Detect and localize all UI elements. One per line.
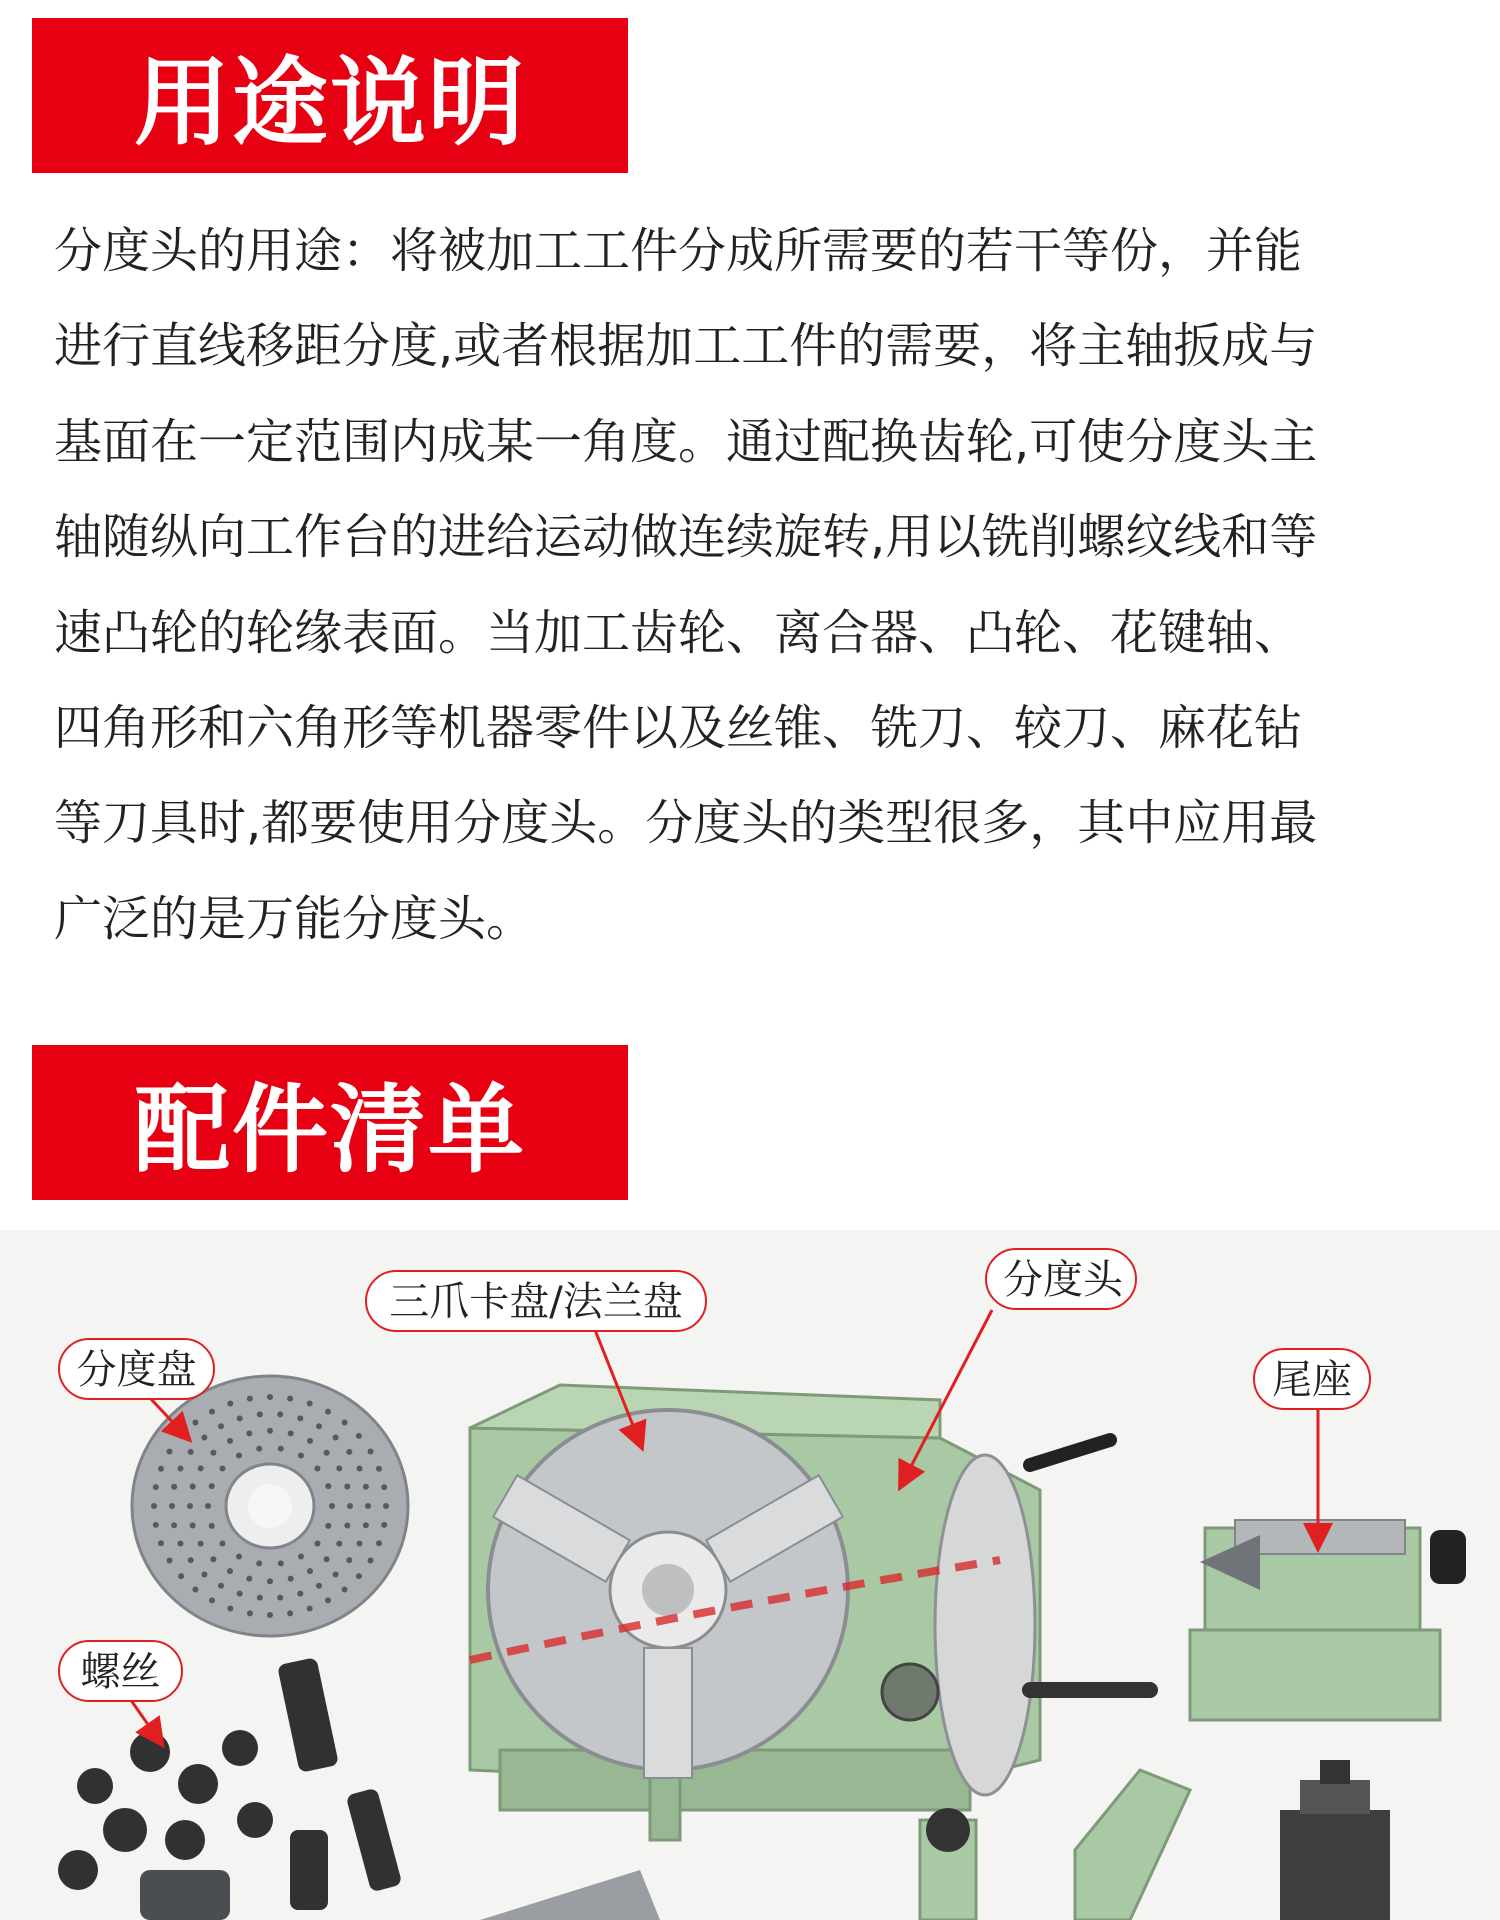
index-plate-hole xyxy=(256,1560,262,1566)
parts-section-title: 配件清单 xyxy=(134,1074,526,1186)
index-plate-hole xyxy=(209,1523,215,1529)
index-plate-hole xyxy=(381,1484,387,1490)
index-plate-hole xyxy=(307,1401,313,1407)
index-plate-hole xyxy=(153,1484,159,1490)
index-plate-hole xyxy=(324,1556,330,1562)
index-plate-hole xyxy=(325,1409,331,1415)
index-plate-label: 分度盘 xyxy=(58,1338,215,1400)
index-plate-hole xyxy=(315,1466,321,1472)
index-plate-hole xyxy=(236,1554,242,1560)
index-plate-hole xyxy=(169,1503,175,1509)
index-plate-hole xyxy=(153,1522,159,1528)
index-plate-hole xyxy=(246,1430,252,1436)
index-plate-hole xyxy=(267,1578,273,1584)
index-plate-hole xyxy=(277,1411,283,1417)
index-plate-hole xyxy=(209,1409,215,1415)
index-plate-hole xyxy=(256,1446,262,1452)
index-plate-hole xyxy=(297,1415,303,1421)
tailstock-label: 尾座 xyxy=(1253,1348,1371,1410)
index-plate-hole xyxy=(190,1484,196,1490)
index-plate-hole xyxy=(356,1433,362,1439)
accessories-photo xyxy=(0,1230,1500,1920)
index-plate-hole xyxy=(171,1484,177,1490)
index-plate-hole xyxy=(190,1523,196,1529)
usage-section-title: 用途说明 xyxy=(134,47,526,159)
index-plate-hole xyxy=(357,1466,363,1472)
usage-line: 进行直线移距分度,或者根据加工工件的需要，将主轴扳成与 xyxy=(54,318,1318,375)
index-plate-hole xyxy=(188,1557,194,1563)
index-plate-hole xyxy=(325,1483,331,1489)
index-plate-hole xyxy=(347,1503,353,1509)
index-plate-hole xyxy=(201,1572,207,1578)
index-plate-icon xyxy=(132,1376,408,1636)
index-plate-hole xyxy=(192,1587,198,1593)
index-plate-hole xyxy=(227,1401,233,1407)
index-plate-hole xyxy=(346,1557,352,1563)
index-plate-hole xyxy=(325,1597,331,1603)
index-plate-hole xyxy=(376,1540,382,1546)
index-plate-hole xyxy=(307,1568,313,1574)
index-plate-hole xyxy=(236,1453,242,1459)
usage-line: 轴随纵向工作台的进给运动做连续旋转,用以铣削螺纹线和等 xyxy=(54,509,1318,566)
index-plate-hole xyxy=(329,1503,335,1509)
index-plate-hole xyxy=(247,1610,253,1616)
index-plate-hole xyxy=(192,1420,198,1426)
index-plate-hole xyxy=(205,1503,211,1509)
index-plate-hole xyxy=(198,1541,204,1547)
index-plate-hole xyxy=(167,1558,173,1564)
index-plate-hole xyxy=(218,1583,224,1589)
index-plate-hole xyxy=(210,1450,216,1456)
usage-line: 广泛的是万能分度头。 xyxy=(54,890,535,947)
index-plate-hole xyxy=(277,1595,283,1601)
index-plate-hole xyxy=(357,1541,363,1547)
index-plate-hole xyxy=(325,1523,331,1529)
index-plate-hole xyxy=(368,1558,374,1564)
index-plate-hole xyxy=(356,1573,362,1579)
index-plate-hole xyxy=(368,1449,374,1455)
index-plate-hole xyxy=(287,1396,293,1402)
index-plate-hole xyxy=(316,1583,322,1589)
index-plate-hole xyxy=(220,1541,226,1547)
index-plate-hole xyxy=(365,1503,371,1509)
index-plate-hole xyxy=(220,1466,226,1472)
index-plate-hole xyxy=(171,1522,177,1528)
index-plate-hole xyxy=(288,1430,294,1436)
index-plate-hole xyxy=(298,1554,304,1560)
index-plate-hole xyxy=(316,1423,322,1429)
index-plate-hole xyxy=(344,1484,350,1490)
index-plate-hole xyxy=(333,1435,339,1441)
index-plate-hole xyxy=(178,1466,184,1472)
index-plate-hole xyxy=(267,1612,273,1618)
usage-line: 分度头的用途：将被加工工件分成所需要的若干等份，并能 xyxy=(54,223,1303,279)
index-plate-hole xyxy=(178,1573,184,1579)
index-plate-hole xyxy=(178,1433,184,1439)
parts-section-banner xyxy=(32,1045,628,1200)
index-plate-hole xyxy=(287,1610,293,1616)
index-plate-hole xyxy=(237,1591,243,1597)
index-plate-hole xyxy=(209,1483,215,1489)
index-plate-hole xyxy=(257,1411,263,1417)
index-plate-hole xyxy=(383,1503,389,1509)
index-plate-hole xyxy=(346,1449,352,1455)
index-plate-hole xyxy=(178,1541,184,1547)
chuck-label: 三爪卡盘/法兰盘 xyxy=(365,1270,707,1332)
index-plate-hole xyxy=(267,1428,273,1434)
index-plate-hole xyxy=(342,1420,348,1426)
index-plate-hole xyxy=(237,1415,243,1421)
index-plate-hole xyxy=(344,1523,350,1529)
index-plate-hole xyxy=(210,1556,216,1562)
usage-description xyxy=(54,204,1464,967)
index-plate-hole xyxy=(167,1449,173,1455)
usage-line: 基面在一定范围内成某一角度。通过配换齿轮,可使分度头主 xyxy=(54,413,1318,470)
screws-label: 螺丝 xyxy=(58,1640,183,1702)
index-plate-hole xyxy=(201,1435,207,1441)
index-plate-hole xyxy=(151,1503,157,1509)
index-plate-hole xyxy=(227,1568,233,1574)
index-plate-hole xyxy=(324,1450,330,1456)
index-plate-hole xyxy=(209,1597,215,1603)
index-plate-hole xyxy=(188,1449,194,1455)
index-plate-hole xyxy=(381,1522,387,1528)
usage-line: 四角形和六角形等机器零件以及丝锥、铣刀、较刀、麻花钻 xyxy=(54,700,1303,757)
index-plate-hole xyxy=(297,1591,303,1597)
accessories-illustration xyxy=(0,1230,1500,1920)
index-plate-hole xyxy=(257,1595,263,1601)
index-plate-hole xyxy=(307,1606,313,1612)
index-plate-hole xyxy=(342,1587,348,1593)
index-plate-hole xyxy=(278,1446,284,1452)
index-plate-hole xyxy=(336,1541,342,1547)
index-plate-hole xyxy=(363,1484,369,1490)
index-plate-hole xyxy=(198,1465,204,1471)
index-plate-hole xyxy=(298,1453,304,1459)
index-plate-hole xyxy=(376,1466,382,1472)
index-plate-hole xyxy=(307,1438,313,1444)
usage-line: 等刀具时,都要使用分度头。分度头的类型很多，其中应用最 xyxy=(54,795,1318,852)
index-plate-hole xyxy=(288,1576,294,1582)
index-plate-hole xyxy=(227,1438,233,1444)
index-plate-hole xyxy=(158,1540,164,1546)
index-plate-hole xyxy=(227,1606,233,1612)
index-plate-hole xyxy=(336,1465,342,1471)
index-plate-hole xyxy=(333,1572,339,1578)
index-plate-hole xyxy=(315,1541,321,1547)
tailstock-icon xyxy=(1190,1520,1466,1720)
index-plate-hole xyxy=(278,1560,284,1566)
usage-section-banner xyxy=(32,18,628,173)
index-plate-hole xyxy=(246,1576,252,1582)
index-plate-hole xyxy=(247,1396,253,1402)
index-plate-hole xyxy=(187,1503,193,1509)
usage-line: 速凸轮的轮缘表面。当加工齿轮、离合器、凸轮、花键轴、 xyxy=(54,604,1303,661)
index-plate-hole xyxy=(158,1466,164,1472)
index-plate-hole xyxy=(218,1423,224,1429)
index-plate-hole xyxy=(363,1522,369,1528)
indexing-head-label: 分度头 xyxy=(985,1248,1137,1310)
index-plate-hole xyxy=(267,1394,273,1400)
